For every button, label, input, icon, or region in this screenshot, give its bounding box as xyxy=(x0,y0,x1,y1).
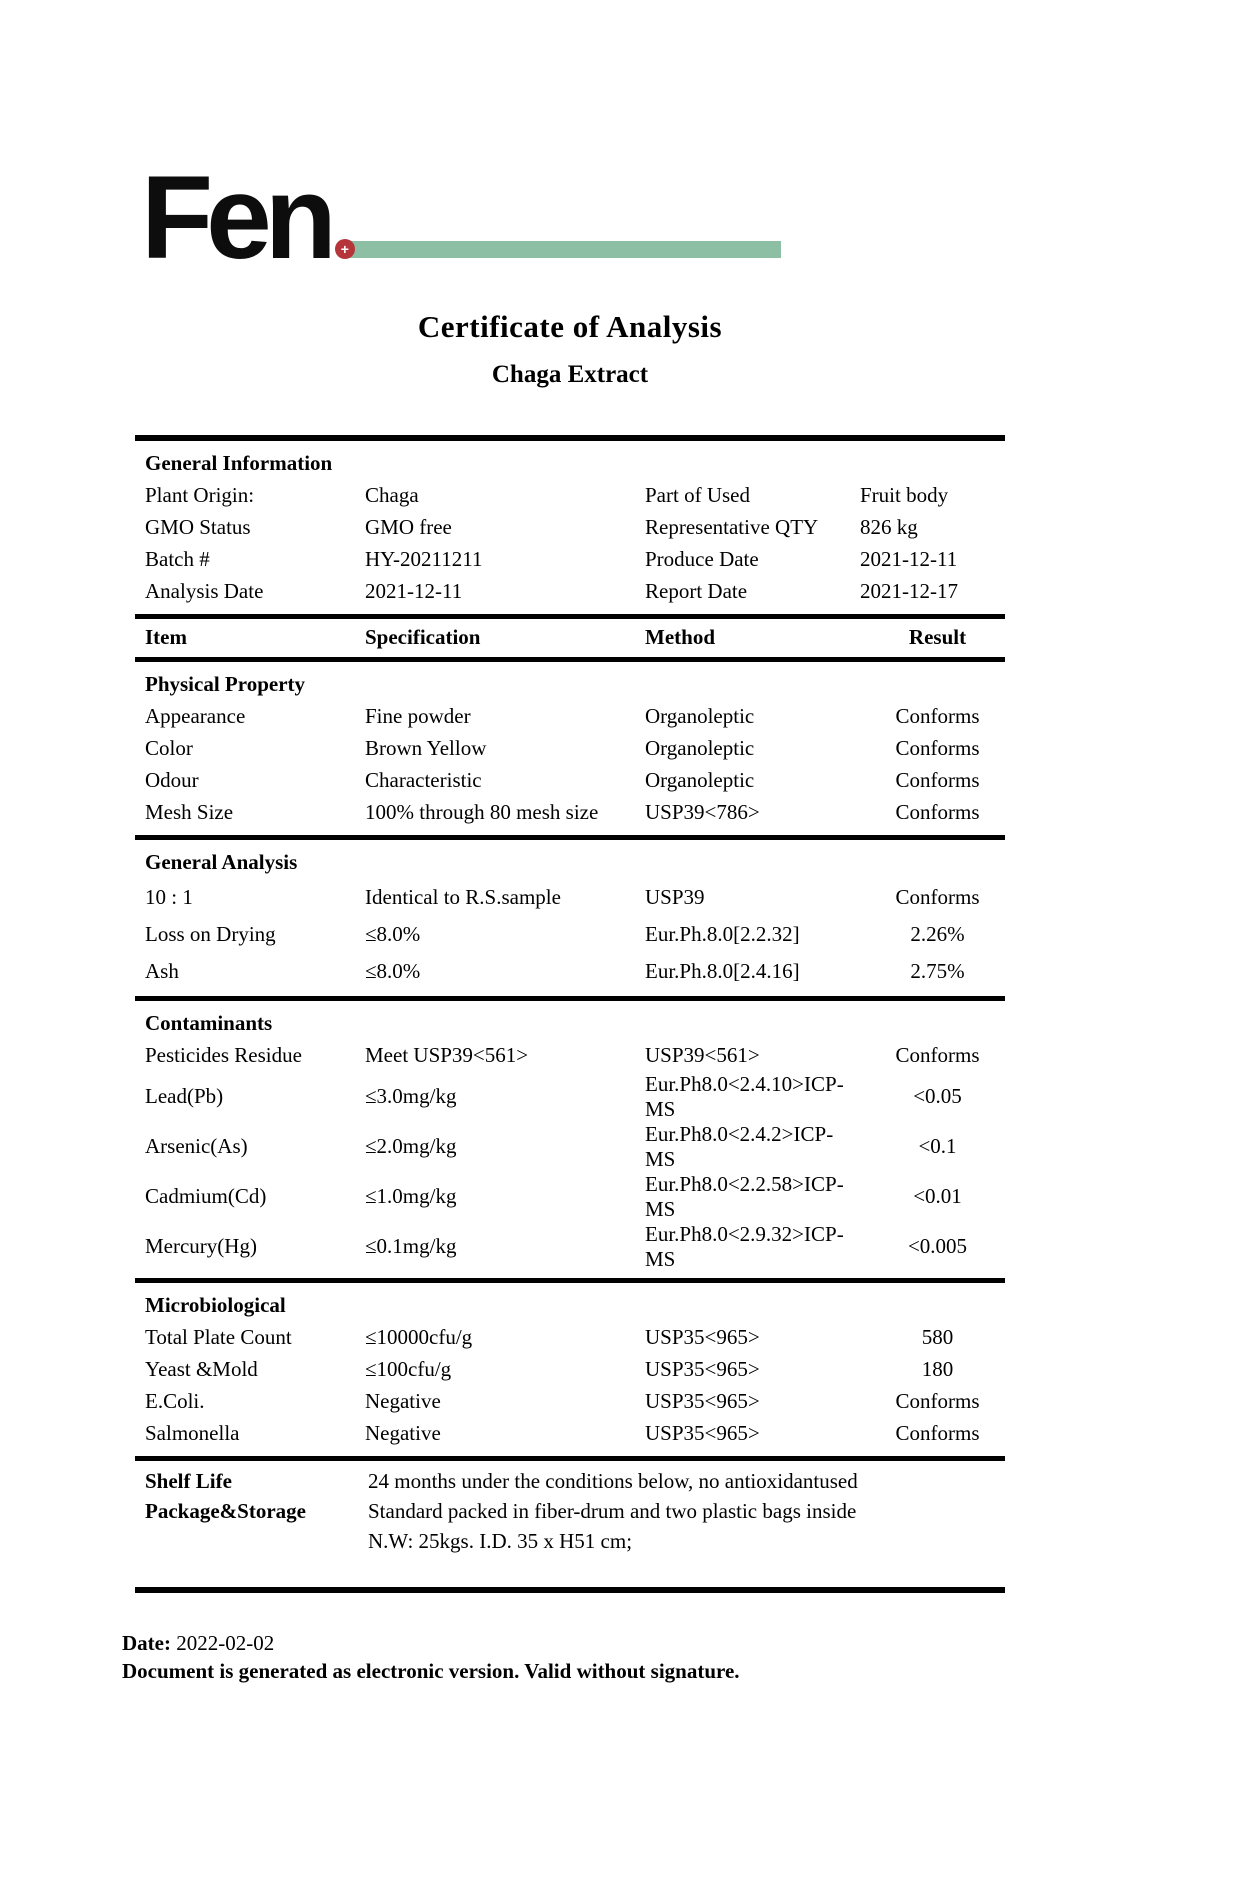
result-cell: <0.005 xyxy=(907,1234,968,1259)
storage-text: 24 months under the conditions below, no antioxidantused xyxy=(368,1469,858,1494)
table-row xyxy=(135,576,1005,608)
table-row xyxy=(135,1122,1005,1172)
method-cell: USP39<561> xyxy=(645,1043,760,1068)
section-heading: General Information xyxy=(145,450,333,475)
spec-cell: ≤10000cfu/g xyxy=(365,1325,473,1350)
result-cell: Conforms xyxy=(895,800,980,825)
table-header xyxy=(135,619,1005,662)
date-label: Date: xyxy=(122,1630,171,1655)
result-cell: Conforms xyxy=(895,768,980,793)
header-row xyxy=(135,621,1005,655)
product-name: Chaga Extract xyxy=(491,360,649,388)
validity-note: Document is generated as electronic version. Valid without signature. xyxy=(122,1658,740,1683)
info-value: 2021-12-17 xyxy=(860,579,958,604)
item-cell: Yeast &Mold xyxy=(145,1357,258,1382)
storage-label: Shelf Life xyxy=(145,1469,232,1494)
info-value: 826 kg xyxy=(860,515,918,540)
method-cell: Organoleptic xyxy=(645,704,755,729)
table-row xyxy=(135,512,1005,544)
col-header-specification: Specification xyxy=(365,625,481,650)
method-cell: USP35<965> xyxy=(645,1325,760,1350)
result-cell: Conforms xyxy=(895,1389,980,1414)
method-cell: Organoleptic xyxy=(645,736,755,761)
table-row xyxy=(135,916,1005,953)
item-cell: Mercury(Hg) xyxy=(145,1234,257,1259)
table-row xyxy=(135,797,1005,829)
logo xyxy=(141,150,1241,287)
col-header-item: Item xyxy=(145,625,187,650)
item-cell: Mesh Size xyxy=(145,800,234,825)
section-contaminants xyxy=(135,1001,1005,1283)
item-cell: Color xyxy=(145,736,193,761)
spec-cell: ≤3.0mg/kg xyxy=(365,1084,457,1109)
table-row xyxy=(135,1222,1005,1272)
spec-cell: ≤1.0mg/kg xyxy=(365,1184,457,1209)
info-value: 2021-12-11 xyxy=(860,547,958,572)
method-cell: Eur.Ph8.0<2.2.58>ICP-MS xyxy=(645,1171,844,1221)
info-value: Chaga xyxy=(365,483,419,508)
col-header-result: Result xyxy=(908,625,967,650)
storage-text: N.W: 25kgs. I.D. 35 x H51 cm; xyxy=(368,1529,633,1554)
result-cell: 2.75% xyxy=(910,958,965,983)
info-label: Produce Date xyxy=(645,547,759,572)
item-cell: 10 : 1 xyxy=(145,884,193,909)
item-cell: Pesticides Residue xyxy=(145,1043,302,1068)
info-label: Plant Origin: xyxy=(145,483,255,508)
page-title: Certificate of Analysis xyxy=(417,308,723,344)
info-label: Report Date xyxy=(645,579,748,604)
table-row xyxy=(135,1354,1005,1386)
result-cell: 180 xyxy=(921,1357,954,1382)
date-value: 2022-02-02 xyxy=(176,1630,275,1655)
section-general-analysis xyxy=(135,840,1005,1001)
logo-text: Fen xyxy=(141,152,330,284)
spec-cell: ≤2.0mg/kg xyxy=(365,1134,457,1159)
table-row xyxy=(135,1467,1005,1497)
spec-cell: Brown Yellow xyxy=(365,736,487,761)
result-cell: 2.26% xyxy=(910,921,965,946)
result-cell: Conforms xyxy=(895,884,980,909)
method-cell: Organoleptic xyxy=(645,768,755,793)
table-row xyxy=(135,544,1005,576)
result-cell: <0.05 xyxy=(913,1084,962,1109)
item-cell: Arsenic(As) xyxy=(145,1134,248,1159)
section-heading: Physical Property xyxy=(145,671,306,696)
table-row xyxy=(135,1040,1005,1072)
method-cell: Eur.Ph8.0<2.4.2>ICP-MS xyxy=(645,1121,834,1171)
info-label: Part of Used xyxy=(645,483,750,508)
section-heading: General Analysis xyxy=(145,849,298,874)
item-cell: Odour xyxy=(145,768,199,793)
table-row xyxy=(135,1172,1005,1222)
method-cell: USP39 xyxy=(645,884,705,909)
spec-cell: ≤8.0% xyxy=(365,921,421,946)
item-cell: Cadmium(Cd) xyxy=(145,1184,267,1209)
method-cell: Eur.Ph.8.0[2.4.16] xyxy=(645,958,800,983)
spec-cell: Negative xyxy=(365,1389,441,1414)
section-general-information xyxy=(135,441,1005,619)
info-value: GMO free xyxy=(365,515,452,540)
col-header-method: Method xyxy=(645,625,715,650)
item-cell: Loss on Drying xyxy=(145,921,276,946)
spec-cell: ≤0.1mg/kg xyxy=(365,1234,457,1259)
item-cell: Salmonella xyxy=(145,1421,240,1446)
result-cell: <0.01 xyxy=(913,1184,962,1209)
spec-cell: Characteristic xyxy=(365,768,482,793)
result-cell: Conforms xyxy=(895,1421,980,1446)
storage-label: Package&Storage xyxy=(145,1499,306,1524)
footer xyxy=(122,1629,1241,1685)
method-cell: USP35<965> xyxy=(645,1357,760,1382)
table-row xyxy=(135,1386,1005,1418)
logo-plus-icon: + xyxy=(335,239,355,259)
section-microbiological xyxy=(135,1283,1005,1461)
spec-cell: ≤100cfu/g xyxy=(365,1357,452,1382)
method-cell: USP39<786> xyxy=(645,800,760,825)
table-row xyxy=(135,953,1005,990)
method-cell: Eur.Ph8.0<2.4.10>ICP-MS xyxy=(645,1071,844,1121)
method-cell: USP35<965> xyxy=(645,1421,760,1446)
section-physical-property xyxy=(135,662,1005,840)
method-cell: Eur.Ph.8.0[2.2.32] xyxy=(645,921,800,946)
storage-text: Standard packed in fiber-drum and two plastic bags inside xyxy=(368,1499,857,1524)
spec-cell: Identical to R.S.sample xyxy=(365,884,561,909)
result-cell: Conforms xyxy=(895,736,980,761)
method-cell: Eur.Ph8.0<2.9.32>ICP-MS xyxy=(645,1221,844,1271)
spec-cell: Fine powder xyxy=(365,704,471,729)
table-row xyxy=(135,480,1005,512)
info-value: HY-20211211 xyxy=(365,547,483,572)
document-body xyxy=(135,309,1005,1593)
info-value: Fruit body xyxy=(860,483,949,508)
result-cell: Conforms xyxy=(895,704,980,729)
item-cell: Total Plate Count xyxy=(145,1325,292,1350)
table-row xyxy=(135,701,1005,733)
issue-date-line xyxy=(122,1629,1241,1657)
section-heading: Contaminants xyxy=(145,1010,273,1035)
item-cell: Lead(Pb) xyxy=(145,1084,224,1109)
spec-cell: ≤8.0% xyxy=(365,958,421,983)
section-heading: Microbiological xyxy=(145,1292,286,1317)
table-row xyxy=(135,1418,1005,1450)
item-cell: E.Coli. xyxy=(145,1389,205,1414)
table-row xyxy=(135,1527,1005,1557)
table-row xyxy=(135,1497,1005,1527)
info-label: GMO Status xyxy=(145,515,251,540)
table-row xyxy=(135,765,1005,797)
table-row xyxy=(135,1322,1005,1354)
result-cell: <0.1 xyxy=(918,1134,957,1159)
section-storage xyxy=(135,1461,1005,1587)
logo-accent-bar xyxy=(348,241,781,258)
table-row xyxy=(135,733,1005,765)
spec-cell: Negative xyxy=(365,1421,441,1446)
result-cell: Conforms xyxy=(895,1043,980,1068)
info-label: Analysis Date xyxy=(145,579,264,604)
spec-cell: Meet USP39<561> xyxy=(365,1043,529,1068)
info-label: Representative QTY xyxy=(645,515,819,540)
item-cell: Ash xyxy=(145,958,179,983)
spec-cell: 100% through 80 mesh size xyxy=(365,800,599,825)
item-cell: Appearance xyxy=(145,704,246,729)
info-value: 2021-12-11 xyxy=(365,579,463,604)
table-row xyxy=(135,1072,1005,1122)
result-cell: 580 xyxy=(921,1325,954,1350)
info-label: Batch # xyxy=(145,547,210,572)
table-row xyxy=(135,879,1005,916)
method-cell: USP35<965> xyxy=(645,1389,760,1414)
coa-table xyxy=(135,435,1005,1593)
